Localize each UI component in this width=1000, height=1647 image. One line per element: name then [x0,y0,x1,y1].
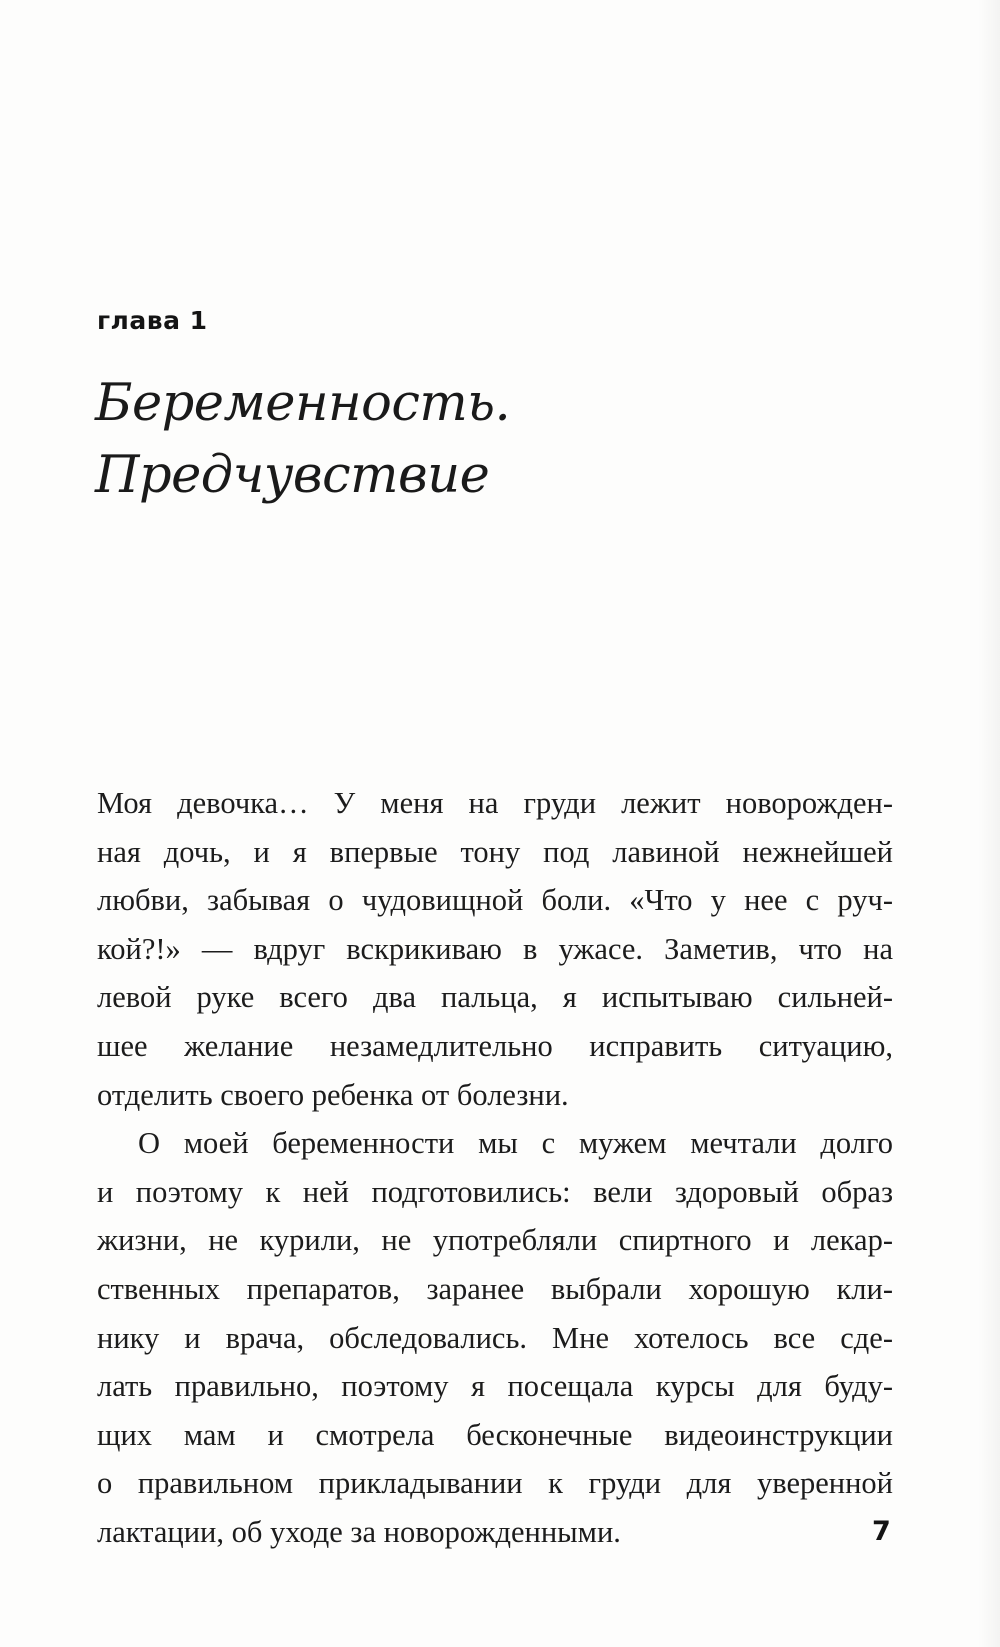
page-edge-shadow [978,0,1000,1647]
text-line: лактации, об уходе за новорожденными. [97,1514,621,1549]
page-number: 7 [872,1516,891,1547]
chapter-label: глава 1 [97,306,208,335]
chapter-title [95,368,895,512]
text-line: нику и врача, обследовались. Мне хотелось все сде- [97,1320,893,1355]
text-line: и поэтому к ней подготовились: вели здоровый образ [97,1174,893,1209]
text-line: ная дочь, и я впервые тону под лавиной нежнейшей [97,834,893,869]
text-line: щих мам и смотрела бесконечные видеоинструкции [97,1417,893,1452]
body-text [97,779,893,1557]
text-line: О моей беременности мы с мужем мечтали долго [138,1126,893,1161]
chapter-title-line: Беременность. [95,374,511,433]
text-line: отделить своего ребенка от болезни. [97,1077,569,1112]
text-line: Моя девочка… У меня на груди лежит новорожден- [97,786,893,820]
text-line: шее желание незамедлительно исправить ситуацию, [97,1028,893,1063]
text-line: кой?!» — вдруг вскрикиваю в ужасе. Заметив, что на [97,931,893,966]
paragraph [97,779,893,1119]
text-line: лать правильно, поэтому я посещала курсы для буду- [97,1369,893,1404]
text-line: любви, забывая о чудовищной боли. «Что у нее с руч- [97,883,893,918]
text-line: о правильном прикладывании к груди для уверенной [97,1466,893,1501]
paragraph [97,1119,893,1556]
chapter-title-line: Предчувствие [95,446,490,505]
text-line: ственных препаратов, заранее выбрали хорошую кли- [97,1271,893,1306]
text-line: левой руке всего два пальца, я испытываю сильней- [97,980,893,1015]
text-line: жизни, не курили, не употребляли спиртного и лекар- [97,1223,893,1258]
